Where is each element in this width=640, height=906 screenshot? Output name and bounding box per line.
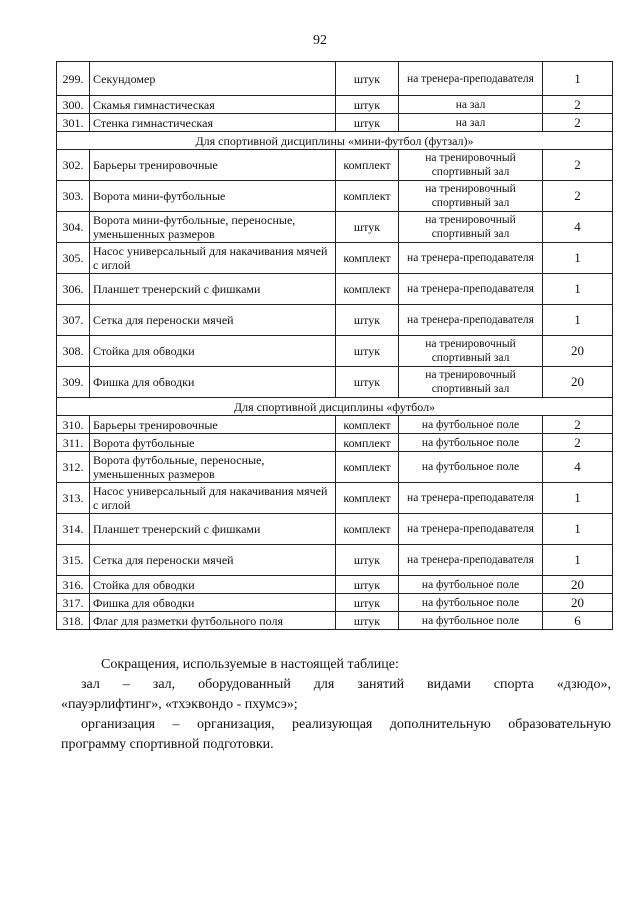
equipment-table: [56, 61, 613, 630]
item-quantity: 1: [543, 243, 613, 274]
item-number: 316.: [57, 576, 90, 594]
item-number: 312.: [57, 452, 90, 483]
item-unit: штук: [336, 612, 399, 630]
item-place: на зал: [399, 96, 543, 114]
item-place: на тренировочный спортивный зал: [399, 150, 543, 181]
item-number: 311.: [57, 434, 90, 452]
item-quantity: 2: [543, 114, 613, 132]
item-place: на тренера-преподавателя: [399, 274, 543, 305]
item-quantity: 4: [543, 212, 613, 243]
item-place: на зал: [399, 114, 543, 132]
item-quantity: 1: [543, 514, 613, 545]
item-place: на футбольное поле: [399, 612, 543, 630]
item-unit: комплект: [336, 274, 399, 305]
note-zal-line1: зал – зал, оборудованный для занятий видами спорта «дзюдо»,: [81, 677, 611, 692]
item-name: Планшет тренерский с фишками: [90, 274, 336, 305]
item-unit: штук: [336, 62, 399, 96]
item-unit: комплект: [336, 483, 399, 514]
item-name: Барьеры тренировочные: [90, 150, 336, 181]
item-number: 301.: [57, 114, 90, 132]
item-quantity: 1: [543, 545, 613, 576]
item-place: на тренировочный спортивный зал: [399, 212, 543, 243]
item-name: Ворота мини-футбольные: [90, 181, 336, 212]
item-place: на тренировочный спортивный зал: [399, 336, 543, 367]
item-quantity: 4: [543, 452, 613, 483]
item-unit: комплект: [336, 243, 399, 274]
item-name: Ворота мини-футбольные, переносные, уменьшенных размеров: [90, 212, 336, 243]
item-name: Скамья гимнастическая: [90, 96, 336, 114]
table-row: [57, 434, 613, 452]
item-quantity: 2: [543, 181, 613, 212]
item-number: 317.: [57, 594, 90, 612]
item-quantity: 1: [543, 483, 613, 514]
item-quantity: 1: [543, 305, 613, 336]
item-quantity: 2: [543, 96, 613, 114]
item-quantity: 2: [543, 150, 613, 181]
table-row: [57, 62, 613, 96]
item-unit: комплект: [336, 181, 399, 212]
table-row: [57, 114, 613, 132]
item-unit: штук: [336, 367, 399, 398]
item-unit: комплект: [336, 150, 399, 181]
item-name: Насос универсальный для накачивания мячей с иглой: [90, 483, 336, 514]
item-quantity: 6: [543, 612, 613, 630]
section-row: [57, 132, 613, 150]
item-quantity: 20: [543, 576, 613, 594]
item-unit: штук: [336, 594, 399, 612]
item-number: 306.: [57, 274, 90, 305]
item-place: на тренировочный спортивный зал: [399, 181, 543, 212]
item-place: на футбольное поле: [399, 452, 543, 483]
item-name: Флаг для разметки футбольного поля: [90, 612, 336, 630]
item-name: Стойка для обводки: [90, 336, 336, 367]
item-number: 307.: [57, 305, 90, 336]
item-place: на тренера-преподавателя: [399, 305, 543, 336]
item-name: Стенка гимнастическая: [90, 114, 336, 132]
item-place: на футбольное поле: [399, 576, 543, 594]
item-name: Сетка для переноски мячей: [90, 305, 336, 336]
item-quantity: 20: [543, 336, 613, 367]
item-name: Насос универсальный для накачивания мячей с иглой: [90, 243, 336, 274]
item-quantity: 1: [543, 274, 613, 305]
item-unit: штук: [336, 336, 399, 367]
item-number: 304.: [57, 212, 90, 243]
table-row: [57, 212, 613, 243]
item-unit: штук: [336, 545, 399, 576]
item-place: на тренера-преподавателя: [399, 483, 543, 514]
table-row: [57, 483, 613, 514]
item-name: Сетка для переноски мячей: [90, 545, 336, 576]
table-row: [57, 545, 613, 576]
item-number: 310.: [57, 416, 90, 434]
item-name: Стойка для обводки: [90, 576, 336, 594]
note-org-line1: организация – организация, реализующая дополнительную образовательную: [81, 717, 611, 732]
item-place: на тренировочный спортивный зал: [399, 367, 543, 398]
note-zal-line2: «пауэрлифтинг», «тхэквондо - пхумсэ»;: [61, 697, 298, 712]
table-row: [57, 452, 613, 483]
table-row: [57, 243, 613, 274]
table-row: [57, 336, 613, 367]
item-place: на футбольное поле: [399, 434, 543, 452]
item-unit: штук: [336, 114, 399, 132]
item-name: Секундомер: [90, 62, 336, 96]
table-row: [57, 416, 613, 434]
item-unit: штук: [336, 212, 399, 243]
table-row: [57, 514, 613, 545]
item-name: Планшет тренерский с фишками: [90, 514, 336, 545]
item-unit: комплект: [336, 452, 399, 483]
item-name: Ворота футбольные: [90, 434, 336, 452]
table-row: [57, 150, 613, 181]
item-place: на футбольное поле: [399, 594, 543, 612]
section-title: Для спортивной дисциплины «мини-футбол (футзал)»: [57, 132, 613, 150]
table-row: [57, 305, 613, 336]
table-row: [57, 576, 613, 594]
notes-heading: Сокращения, используемые в настоящей таблице:: [101, 657, 399, 672]
item-quantity: 2: [543, 434, 613, 452]
item-unit: штук: [336, 96, 399, 114]
item-quantity: 2: [543, 416, 613, 434]
item-unit: штук: [336, 305, 399, 336]
item-number: 302.: [57, 150, 90, 181]
item-number: 314.: [57, 514, 90, 545]
item-number: 299.: [57, 62, 90, 96]
item-number: 309.: [57, 367, 90, 398]
item-number: 303.: [57, 181, 90, 212]
item-name: Фишка для обводки: [90, 594, 336, 612]
item-number: 305.: [57, 243, 90, 274]
item-name: Фишка для обводки: [90, 367, 336, 398]
note-org-line2: программу спортивной подготовки.: [61, 737, 274, 752]
item-number: 318.: [57, 612, 90, 630]
table-row: [57, 274, 613, 305]
item-quantity: 1: [543, 62, 613, 96]
item-place: на тренера-преподавателя: [399, 545, 543, 576]
section-title: Для спортивной дисциплины «футбол»: [57, 398, 613, 416]
item-quantity: 20: [543, 367, 613, 398]
item-number: 313.: [57, 483, 90, 514]
page-number: 92: [313, 33, 327, 48]
item-name: Барьеры тренировочные: [90, 416, 336, 434]
item-unit: комплект: [336, 434, 399, 452]
item-place: на тренера-преподавателя: [399, 243, 543, 274]
item-name: Ворота футбольные, переносные, уменьшенных размеров: [90, 452, 336, 483]
item-quantity: 20: [543, 594, 613, 612]
item-place: на тренера-преподавателя: [399, 62, 543, 96]
item-unit: комплект: [336, 514, 399, 545]
item-number: 315.: [57, 545, 90, 576]
item-number: 308.: [57, 336, 90, 367]
item-unit: штук: [336, 576, 399, 594]
table-row: [57, 96, 613, 114]
abbreviations-notes: [61, 655, 611, 755]
section-row: [57, 398, 613, 416]
table-row: [57, 594, 613, 612]
item-number: 300.: [57, 96, 90, 114]
item-place: на футбольное поле: [399, 416, 543, 434]
table-row: [57, 181, 613, 212]
table-row: [57, 367, 613, 398]
item-unit: комплект: [336, 416, 399, 434]
table-row: [57, 612, 613, 630]
item-place: на тренера-преподавателя: [399, 514, 543, 545]
